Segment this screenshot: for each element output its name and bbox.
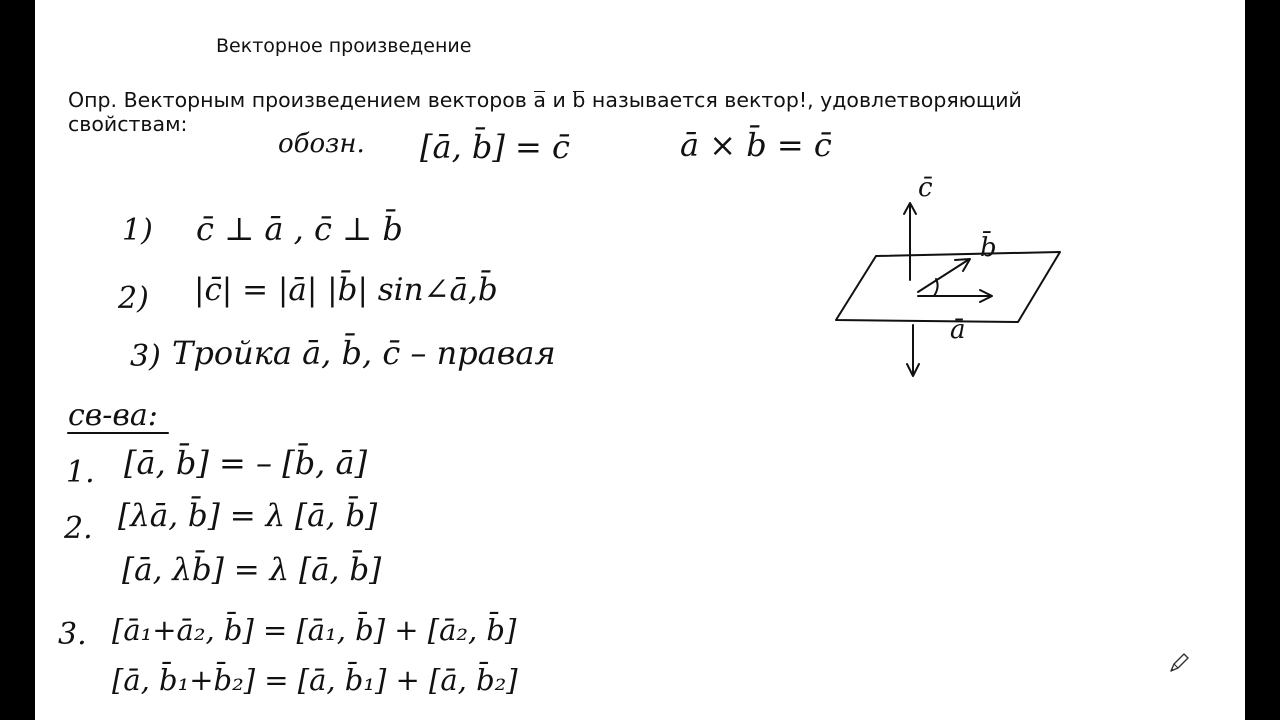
definition-prefix: Опр. Векторным произведением векторов [68,88,527,112]
diagram-label-b: b̄ [980,233,997,263]
rule-1-number: 1. [66,455,95,490]
vector-b-line [918,260,968,292]
rule-1-line-1: [ā, b̄] = – [b̄, ā] [124,444,368,482]
rule-2-line-2: [ā, λb̄] = λ [ā, b̄] [122,552,382,588]
property-2-formula: |c̄| = |ā| |b̄| sin∠ā,b̄ [194,272,498,308]
notation-cross: ā × b̄ = c̄ [680,126,832,164]
diagram-label-a: ā [950,315,966,345]
definition-connector: и [552,88,566,112]
property-2-number: 2) [118,281,149,316]
property-1-formula: c̄ ⊥ ā , c̄ ⊥ b̄ [196,210,403,248]
properties-header: св-ва: [68,398,158,433]
rule-2-number: 2. [64,511,93,546]
rule-2-line-1: [λā, b̄] = λ [ā, b̄] [118,498,378,534]
plane-parallelogram [836,252,1060,322]
property-1-number: 1) [122,213,153,248]
diagram-label-c: c̄ [918,173,933,203]
rule-3-line-1: [ā₁+ā₂, b̄] = [ā₁, b̄] + [ā₂, b̄] [112,613,517,647]
property-3-formula: Тройка ā, b̄, c̄ – правая [172,334,556,372]
rule-3-number: 3. [58,617,87,652]
rule-3-line-2: [ā, b̄₁+b̄₂] = [ā, b̄₁] + [ā, b̄₂] [112,663,518,697]
definition-suffix: называется вектор!, удовлетворяющий свойствам: [68,88,1022,136]
notation-label: обозн. [278,129,365,159]
vector-diagram [836,173,1060,376]
vector-a-symbol: a [533,88,546,112]
page-title: Векторное произведение [216,35,472,57]
notation-bracket: [ā, b̄] = c̄ [420,128,570,166]
vector-b-symbol: b [572,88,586,112]
property-3-number: 3) [130,339,161,374]
pencil-icon[interactable] [1168,652,1190,674]
